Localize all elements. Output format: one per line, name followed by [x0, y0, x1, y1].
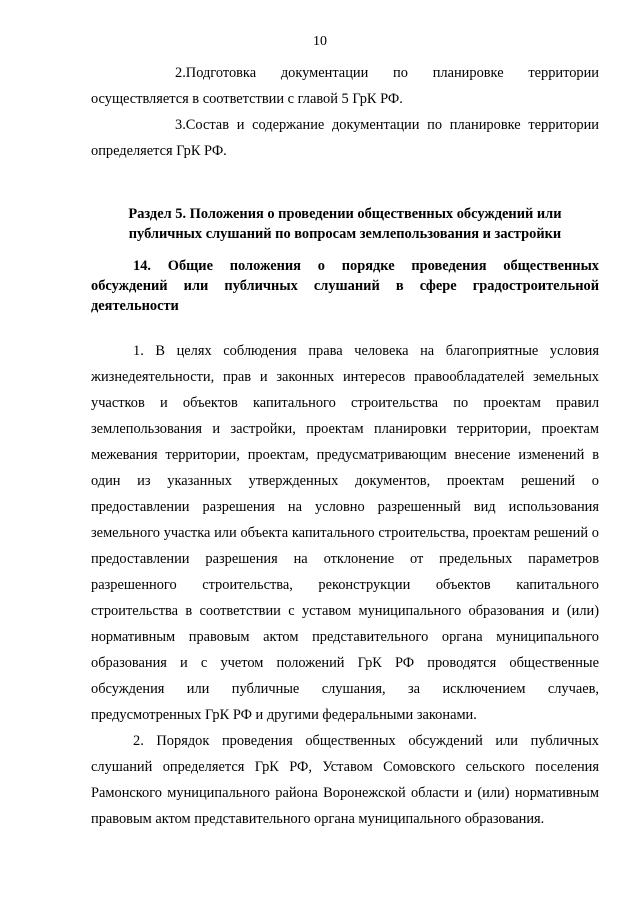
paragraph-text: Состав и содержание документации по планировке территории определяется ГрК РФ. — [91, 117, 599, 159]
paragraph-text: Подготовка документации по планировке территории осуществляется в соответствии с главой 5 ГрК РФ. — [91, 65, 599, 107]
paragraph-2 — [91, 60, 599, 112]
paragraph-3 — [91, 112, 599, 164]
article-paragraph-1: 1. В целях соблюдения права человека на благоприятные условия жизнедеятельности, прав и законных интересов правообладателей земельных участков и объектов капитального строительства по проектам правил землепользования и застройки, проектам планировки территории, проектам межевания территории, проектам, предусматривающим внесение изменений в один из указанных утвержденных документов, проектам решений о предоставлении разрешения на условно разрешенный вид использования земельного участка или объекта капитального строительства, проектам решений о предоставлении разрешения на отклонение от предельных параметров разрешенного строительства, реконструкции объектов капитального строительства в соответствии с уставом муниципального образования и (или) нормативным правовым актом представительного органа муниципального образования и с учетом положений ГрК РФ проводятся общественные обсуждения или публичные слушания, за исключением случаев, предусмотренных ГрК РФ и другими федеральными законами. — [91, 343, 599, 723]
article-heading: 14. Общие положения о порядке проведения общественных обсуждений или публичных слушаний в сфере градостроительной деятельности — [91, 258, 599, 314]
page-number: 10 — [313, 34, 327, 49]
article-paragraph-2: 2. Порядок проведения общественных обсуждений или публичных слушаний определяется ГрК РФ, Уставом Сомовского сельского поселения Рамонского муниципального района Воронежской области и (или) нормативным правовым актом представительного органа муниципального образования. — [91, 733, 599, 827]
section-heading: Раздел 5. Положения о проведении общественных обсуждений или публичных слушаний по вопросам землепользования и застройки — [128, 206, 562, 242]
page-content — [91, 60, 599, 832]
paragraph-number: 2. — [175, 65, 186, 81]
paragraph-number: 3. — [175, 117, 186, 133]
spacer — [91, 316, 599, 338]
